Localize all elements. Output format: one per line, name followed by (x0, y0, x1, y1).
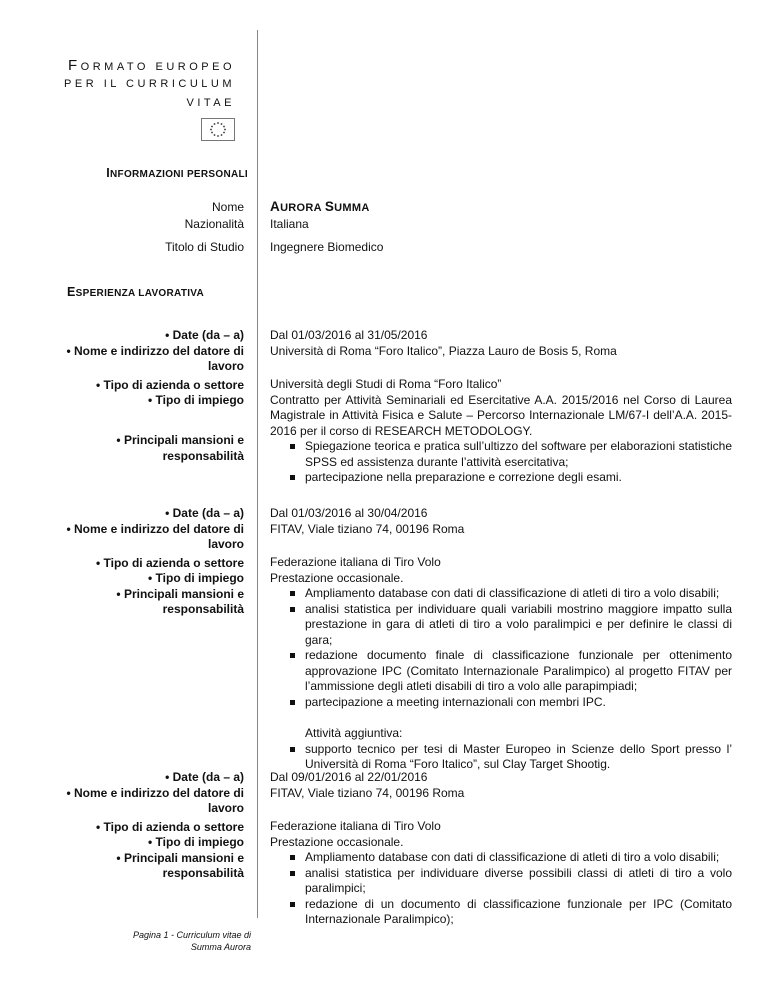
label-name: Nome (211, 200, 244, 214)
education-title-value: Ingegnere Biomedico (270, 240, 384, 254)
entry-date: Dal 01/03/2016 al 31/05/2016 (270, 328, 428, 342)
entry-date: Dal 09/01/2016 al 22/01/2016 (270, 770, 428, 784)
list-item: partecipazione a meeting internazionali con membri IPC. (270, 695, 732, 711)
list-item: redazione documento finale di classificazione funzionale per ottenimento approvazione IPC (Comitato Internazionale Paralimpico) al progetto FITAV per l’ammissione degli atleti disabili di tiro a volo alle parapimpiadi; (270, 648, 732, 695)
list-item: Ampliamento database con dati di classificazione di atleti di tiro a volo disabili; (270, 586, 732, 602)
entry-extra (270, 742, 732, 773)
entry-duties (270, 439, 732, 486)
list-item: Ampliamento database con dati di classificazione di atleti di tiro a volo disabili; (270, 850, 732, 866)
list-item: analisi statistica per individuare quali variabili mostrino maggiore impatto sulla prestazione in gara di atleti di tiro a volo paralimpici e per definire le classi di gara; (270, 602, 732, 649)
entry-employer: Università di Roma “Foro Italico”, Piazza Lauro de Bosis 5, Roma (270, 343, 617, 358)
person-name: AURORA SUMMA (270, 199, 370, 214)
nationality-value: Italiana (270, 217, 309, 231)
label-nationality: Nazionalità (184, 217, 244, 231)
list-item: supporto tecnico per tesi di Master Europeo in Scienze dello Sport presso l’ Università di Roma “Foro Italico”, sul Clay Target Shootig. (270, 742, 732, 773)
list-item: redazione di un documento di classificazione funzionale per IPC (Comitato Internazionale Paralimpico); (270, 897, 732, 928)
cv-title-line-2: PER IL CURRICULUM (64, 78, 235, 90)
entry-employer: FITAV, Viale tiziano 74, 00196 Roma (270, 785, 465, 800)
list-item: analisi statistica per individuare diverse possibili classi di atleti di tiro a volo paralimpici; (270, 866, 732, 897)
page-footer: Pagina 1 - Curriculum vitae di Summa Aurora (132, 930, 251, 952)
entry-sector: Università degli Studi di Roma “Foro Italico” (270, 377, 502, 391)
section-personal-info: INFORMAZIONI PERSONALI (106, 166, 248, 180)
entry-type: Contratto per Attività Seminariali ed Esercitative A.A. 2015/2016 nel Corso di Laurea Magistrale in Attività Fisica e Salute – Percorso Internazionale LM/67-I dell’A.A. 2015-2016 per il corso di RESEARCH METODOLOGY. (270, 392, 732, 438)
entry-extra-title: Attività aggiuntiva: (305, 726, 403, 740)
entry-duties (270, 586, 732, 710)
label-education-title: Titolo di Studio (165, 240, 244, 254)
eu-flag-icon (201, 118, 235, 141)
entry-1 (270, 328, 732, 486)
entry-1-duties-label: • Principali mansioni e responsabilità (116, 433, 244, 463)
entry-3-labels: • Date (da – a) • Nome e indirizzo del datore di lavoro • Tipo di azienda o settore • Tipo di impiego • Principali mansioni e responsabilità (66, 770, 244, 880)
entry-3 (270, 770, 732, 928)
entry-type: Prestazione occasionale. (270, 834, 404, 849)
entry-type: Prestazione occasionale. (270, 570, 404, 585)
entry-2 (270, 506, 732, 773)
cv-title-line-3: VITAE (186, 97, 235, 109)
list-item: partecipazione nella preparazione e correzione degli esami. (270, 470, 732, 486)
entry-employer: FITAV, Viale tiziano 74, 00196 Roma (270, 521, 465, 536)
entry-2-labels: • Date (da – a) • Nome e indirizzo del datore di lavoro • Tipo di azienda o settore • Tipo di impiego • Principali mansioni e responsabilità (66, 506, 244, 616)
entry-date: Dal 01/03/2016 al 30/04/2016 (270, 506, 428, 520)
section-work-experience: ESPERIENZA LAVORATIVA (67, 285, 205, 299)
entry-1-labels: • Date (da – a) • Nome e indirizzo del datore di lavoro • Tipo di azienda o settore • Tipo di impiego (66, 328, 244, 407)
list-item: Spiegazione teorica e pratica sull’ultizzo del software per elaborazioni statistiche SPSS ed assistenza durante l’attività esercitativa; (270, 439, 732, 470)
entry-sector: Federazione italiana di Tiro Volo (270, 555, 441, 569)
column-divider (257, 30, 258, 918)
entry-sector: Federazione italiana di Tiro Volo (270, 819, 441, 833)
entry-duties (270, 850, 732, 928)
cv-title-line-1: FORMATO EUROPEO (68, 57, 235, 74)
